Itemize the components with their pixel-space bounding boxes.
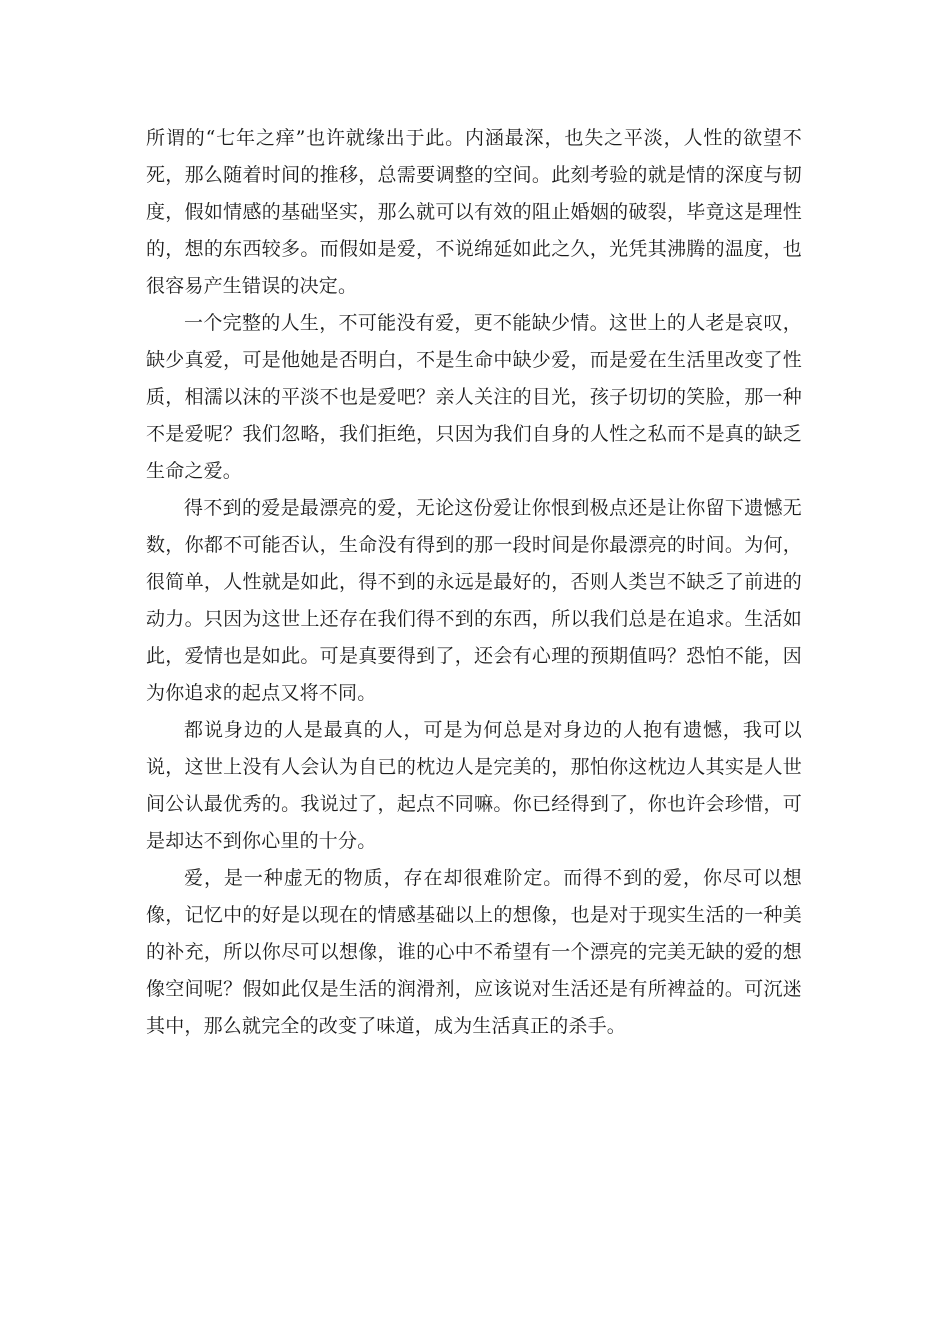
paragraph-4: 都说身边的人是最真的人，可是为何总是对身边的人抱有遗憾，我可以说，这世上没有人会认为自已的枕边人是完美的，那怕你这枕边人其实是人世间公认最优秀的。我说过了，起点不同嘛。你已经得到了，你也许会珍惜，可是却达不到你心里的十分。	[146, 719, 802, 852]
paragraph-3: 得不到的爱是最漂亮的爱，无论这份爱让你恨到极点还是让你留下遗憾无数，你都不可能否认，生命没有得到的那一段时间是你最漂亮的时间。为何，很简单，人性就是如此，得不到的永远是最好的，否则人类岂不缺乏了前进的动力。只因为这世上还存在我们得不到的东西，所以我们总是在追求。生活如此，爱情也是如此。可是真要得到了，还会有心理的预期值吗？恐怕不能，因为你追求的起点又将不同。	[146, 497, 802, 704]
paragraph-1: 所谓的“七年之痒”也许就缘出于此。内涵最深，也失之平淡，人性的欲望不死，那么随着时间的推移，总需要调整的空间。此刻考验的就是情的深度与韧度，假如情感的基础坚实，那么就可以有效的阻止婚姻的破裂，毕竟这是理性的，想的东西较多。而假如是爱，不说绵延如此之久，光凭其沸腾的温度，也很容易产生错误的决定。	[146, 127, 802, 297]
paragraph-5: 爱，是一种虚无的物质，存在却很难阶定。而得不到的爱，你尽可以想像，记忆中的好是以现在的情感基础以上的想像，也是对于现实生活的一种美的补充，所以你尽可以想像，谁的心中不希望有一个漂亮的完美无缺的爱的想像空间呢？假如此仅是生活的润滑剂，应该说对生活还是有所裨益的。可沉迷其中，那么就完全的改变了味道，成为生活真正的杀手。	[146, 867, 802, 1037]
paragraph-2: 一个完整的人生，不可能没有爱，更不能缺少情。这世上的人老是哀叹，缺少真爱，可是他她是否明白，不是生命中缺少爱，而是爱在生活里改变了性质，相濡以沫的平淡不也是爱吧？亲人关注的目光，孩子切切的笑脸，那一种不是爱呢？我们忽略，我们拒绝，只因为我们自身的人性之私而不是真的缺乏生命之爱。	[146, 312, 802, 482]
document-body	[146, 120, 802, 1045]
